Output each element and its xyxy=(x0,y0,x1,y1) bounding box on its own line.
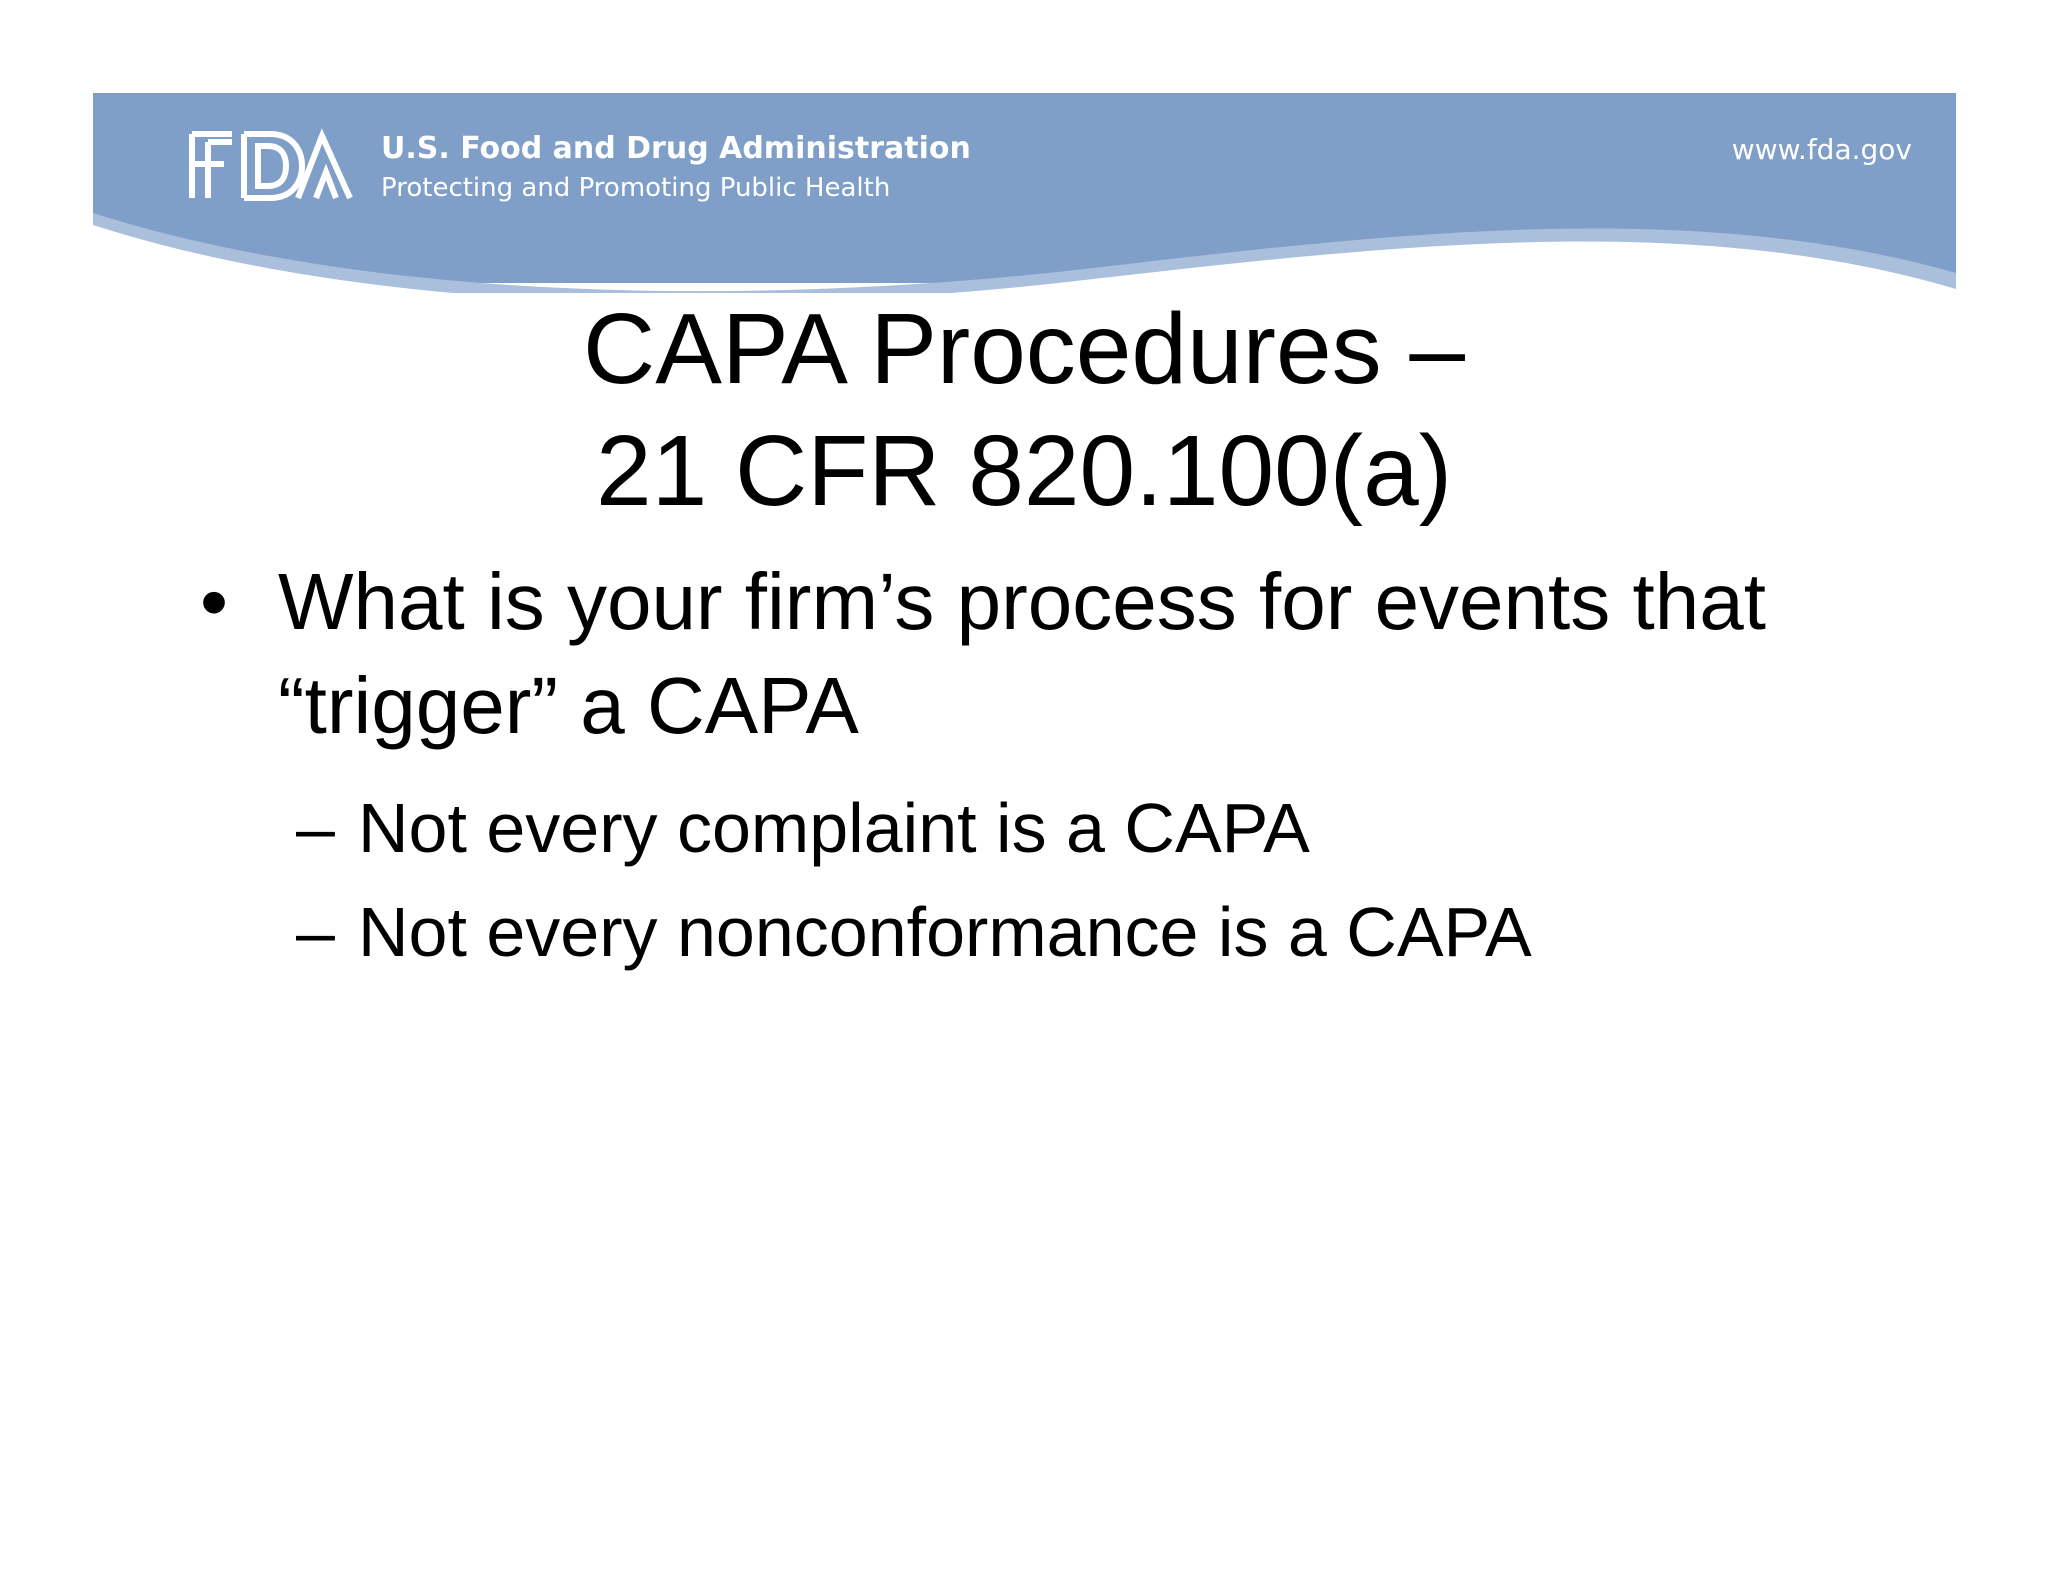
fda-header-banner xyxy=(93,93,1956,293)
site-url: www.fda.gov xyxy=(1731,133,1912,166)
title-line-2: 21 CFR 820.100(a) xyxy=(595,415,1452,527)
dash-icon: – xyxy=(296,789,335,867)
bullet-item xyxy=(200,550,1900,758)
fda-logo xyxy=(186,128,356,203)
sub-bullet-item xyxy=(296,776,1900,880)
banner-background xyxy=(93,93,1956,293)
bullet-dot-icon: • xyxy=(200,557,229,646)
bullet-text: What is your firm’s process for events that “trigger” a CAPA xyxy=(278,557,1766,750)
slide-body xyxy=(200,550,1900,984)
sub-bullet-text: Not every complaint is a CAPA xyxy=(358,789,1310,867)
dash-icon: – xyxy=(296,893,335,971)
slide-title xyxy=(0,288,2048,532)
agency-tagline: Protecting and Promoting Public Health xyxy=(381,173,891,203)
sub-bullet-item xyxy=(296,880,1900,984)
sub-bullet-list xyxy=(200,776,1900,984)
sub-bullet-text: Not every nonconformance is a CAPA xyxy=(358,893,1532,971)
agency-name: U.S. Food and Drug Administration xyxy=(381,131,971,166)
title-line-1: CAPA Procedures – xyxy=(583,293,1465,405)
